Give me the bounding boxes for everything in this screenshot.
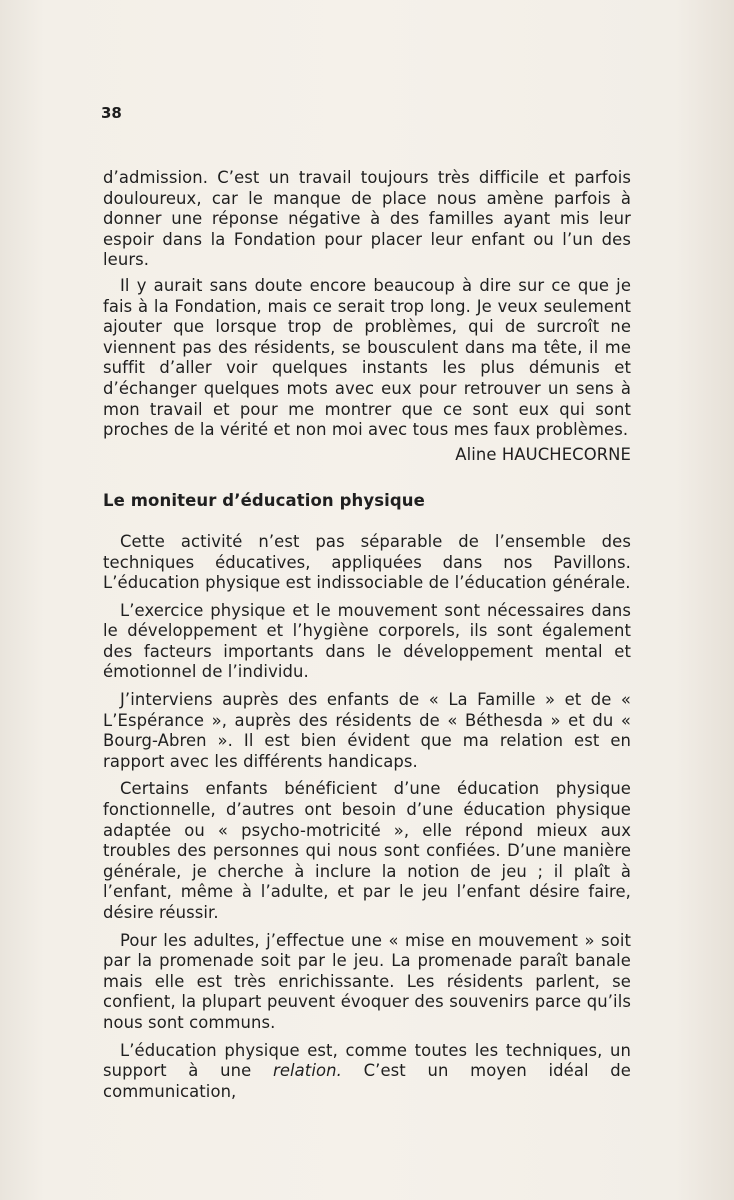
text-run: L’éducation physique est, comme toutes les techniques, un support à une bbox=[103, 1040, 631, 1081]
text-block bbox=[103, 168, 631, 1102]
text-run: C’est un moyen idéal de communication, bbox=[103, 1061, 631, 1101]
section-previous-text bbox=[103, 168, 631, 465]
emphasis-text: relation. bbox=[272, 1061, 342, 1081]
paragraph: Il y aurait sans doute encore beaucoup à dire sur ce que je fais à la Fondation, mais ce serait trop long. Je veux seulement ajouter que lorsque trop de problèmes, qui de surcroît ne viennent pas des résidents, se bousculent dans ma tête, il me suffit d’aller voir quelques instants les plus démunis et d’échanger quelques mots avec eux pour retrouver un sens à mon travail et pour me montrer que ce sont eux qui sont proches de la vérité et non moi avec tous mes faux problèmes. bbox=[103, 275, 631, 440]
paragraph: Certains enfants bénéficient d’une éducation physique fonctionnelle, d’autres ont besoin d’une éducation physique adaptée ou « psycho-motricité », elle répond mieux aux troubles des personnes qui nous sont confiées. D’une manière générale, je cherche à inclure la notion de jeu ; il plaît à l’enfant, même à l’adulte, et par le jeu l’enfant désire faire, désire réussir. bbox=[103, 779, 631, 922]
paragraph: Cette activité n’est pas séparable de l’ensemble des techniques éducatives, appliquées dans nos Pavillons. L’éducation physique est indissociable de l’éducation générale. bbox=[103, 531, 631, 593]
paragraph: J’interviens auprès des enfants de « La Famille » et de « L’Espérance », auprès des résidents de « Béthesda » et du « Bourg-Abren ». Il est bien évident que ma relation est en rapport avec les différents handicaps. bbox=[103, 690, 631, 771]
section-title: Le moniteur d’éducation physique bbox=[103, 491, 425, 511]
paragraph: d’admission. C’est un travail toujours très difficile et parfois douloureux, car le manque de place nous amène parfois à donner une réponse négative à des familles ayant mis leur espoir dans la Fondation pour placer leur enfant ou l’un des leurs. bbox=[103, 168, 631, 270]
paragraph: L’exercice physique et le mouvement sont nécessaires dans le développement et l’hygiène corporels, ils sont également des facteurs importants dans le développement mental et émotionnel de l’individu. bbox=[103, 600, 631, 682]
section-moniteur bbox=[103, 532, 631, 1102]
paragraph-last bbox=[103, 1041, 631, 1103]
page-number: 38 bbox=[101, 104, 122, 122]
paragraph: Pour les adultes, j’effectue une « mise en mouvement » soit par la promenade soit par le jeu. La promenade paraît banale mais elle est très enrichissante. Les résidents parlent, se confient, la plupart peuvent évoquer des souvenirs parce qu’ils nous sont communs. bbox=[103, 930, 631, 1032]
author-signature: Aline HAUCHECORNE bbox=[455, 444, 631, 464]
